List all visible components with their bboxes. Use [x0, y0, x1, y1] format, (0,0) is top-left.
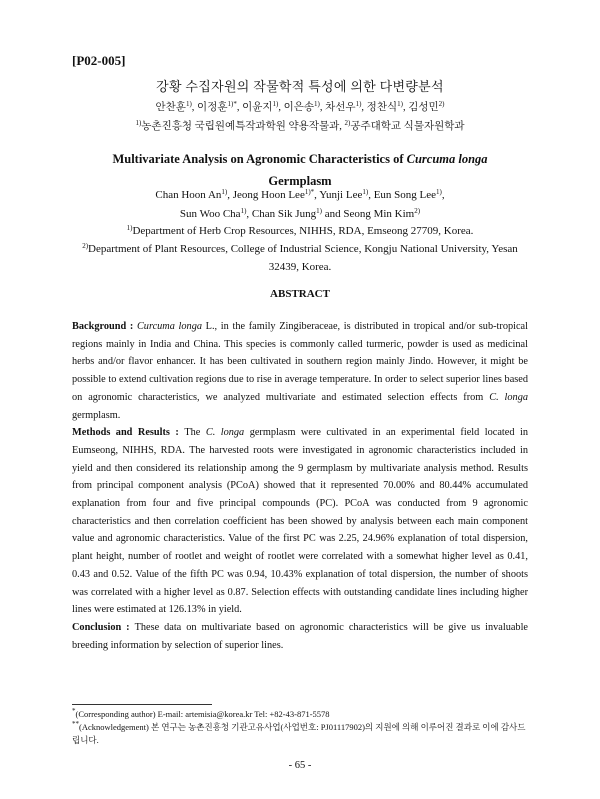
title-tail: Germplasm — [268, 174, 332, 188]
species-name: C. longa — [489, 391, 528, 403]
footnote-mark: ** — [72, 720, 79, 728]
title-main: Multivariate Analysis on Agronomic Characteristics of — [112, 152, 407, 166]
affil-mark: 2) — [438, 100, 445, 108]
affiliation: Department of Plant Resources, College of Industrial Science, Kongju National University, Yesan 32439, Korea. — [88, 243, 518, 273]
affiliation: 공주대학교 식물자원학과 — [350, 121, 465, 132]
affil-mark: 1) — [316, 207, 322, 215]
affil-mark: 2) — [414, 207, 421, 215]
footnote-corresponding — [72, 708, 528, 721]
affil-mark: 1) — [397, 100, 403, 108]
footnote-mark: * — [72, 707, 76, 715]
author: 이정훈 — [197, 102, 228, 113]
affil-mark: 1) — [362, 188, 369, 196]
background-paragraph — [72, 318, 528, 424]
affil-mark: 1)* — [304, 188, 315, 196]
footnote-text: (Acknowledgement) 본 연구는 농촌진흥청 기관고유사업(사업번호: PJ01117902)의 지원에 의해 이루어진 결과로 이에 감사드립니다. — [72, 722, 526, 745]
methods-text: germplasm were cultivated in an experimental field located in Eumseong, NIHHS, RDA. The harvested roots were investigated in agronomic characteristics included in yield and then considered its relationship among the 9 germplasm by multivariate analysis method. Results from principal component analysis (PCoA) showed that it represented 70.00% and 80.44% accumulated explanation from four and five principal compounds (PC). PCoA was conducted from 9 agronomic characteristics and then correlation coefficient has been showed by analysis between each main component value and agronomic characteristics. Value of the first PC was 2.25, 24.96% explanation of total dispersion, plant height, number of rootlet and weight of rootlet were correlated with a somewhat higher level as 0.41, 0.43 and 0.52. Value of the fifth PC was 0.94, 10.43% explanation of total dispersion, the number of shoots was correlated with a higher level as 0.87. Selection effects with outstanding candidate lines including higher lines were estimated at 126.13% in yield. — [72, 427, 528, 616]
author: 차선우 — [325, 102, 356, 113]
author: 이윤지 — [242, 102, 273, 113]
background-label: Background : — [72, 321, 137, 332]
species-name: C. longa — [205, 427, 245, 439]
methods-text: The — [184, 427, 206, 439]
affil-mark: 1)* — [227, 100, 237, 108]
footnote-text: (Corresponding author) E-mail: artemisia@korea.kr Tel: +82-43-871-5578 — [75, 709, 330, 719]
author: Jeong Hoon Lee — [232, 189, 305, 201]
methods-label: Methods and Results : — [72, 427, 185, 439]
affil-mark: 1) — [221, 188, 228, 196]
english-authors: Chan Hoon An$^{1)}$, Jeong Hoon Lee$^{1)*}$, Yunji Lee$^{1)}$, Eun Song Lee$^{1)}$, Sun Woo Cha$^{1)}$, Chan Sik Jung$^{1)}$ and Seong Min Kim$^{2)}$ — [155, 188, 445, 220]
affil-mark: 2) — [344, 119, 351, 127]
author: Chan Hoon An — [155, 189, 222, 201]
korean-title: 강황 수집자원의 작물학적 특성에 의한 다변량분석 — [156, 79, 444, 94]
affil-mark: 1) — [135, 119, 142, 127]
abstract-heading: ABSTRACT — [270, 288, 330, 300]
english-affiliations — [70, 222, 530, 276]
conclusion-text: These data on multivariate based on agronomic characteristics will be give us invaluable breeding information by selection of superior lines. — [72, 621, 528, 651]
affil-mark: 2) — [82, 242, 89, 250]
author: Sun Woo Cha — [179, 208, 241, 220]
author: Eun Song Lee — [373, 189, 437, 201]
species-name: Curcuma longa — [136, 321, 203, 332]
author: Seong Min Kim — [343, 208, 415, 220]
affil-mark: 1) — [314, 100, 320, 108]
affil-mark: 1) — [272, 100, 279, 108]
background-text: germplasm. — [72, 409, 121, 421]
korean-authors: 안찬훈$^{1)}$, 이정훈$^{1)*}$, 이윤지$^{1)}$, 이은송$^{1)}$, 차선우$^{1)}$, 정찬식$^{1)}$, 김성민$^{2)}$ — [155, 100, 445, 113]
affiliation: 농촌진흥청 국립원예특작과학원 약용작물과, — [141, 121, 345, 132]
background-text: L., in the family Zingiberaceae, is distributed in tropical and/or sub-tropical regions mainly in India and China. This species is commonly called turmeric, powder is used as medicinal herbs and/or flavor enhancer. It has been cultivated in southern region mainly Jindo. However, it might be possible to extend cultivation regions due to rise in average temperature. In order to select superior lines based on agronomic characteristics, we analyzed multivariate and estimated selection effects from — [72, 321, 528, 403]
abstract-code: [P02-005] — [72, 53, 126, 68]
page-number: - 65 - — [288, 760, 312, 771]
author: Yunji Lee — [319, 189, 363, 201]
affil-mark: 1) — [126, 224, 133, 232]
footnote-acknowledgement — [72, 721, 528, 747]
affiliation: Department of Herb Crop Resources, NIHHS, RDA, Emseong 27709, Korea. — [132, 225, 474, 237]
author: 이은송 — [283, 102, 315, 113]
conclusion-label: Conclusion : — [72, 621, 135, 633]
footnote-divider — [72, 704, 212, 705]
abstract-body — [72, 318, 528, 654]
footnotes — [72, 708, 528, 747]
title-species: Curcuma longa — [406, 152, 488, 166]
methods-paragraph — [72, 424, 528, 619]
conclusion-paragraph — [72, 619, 528, 654]
author: Chan Sik Jung — [251, 208, 317, 220]
korean-affiliations — [0, 118, 600, 133]
affil-mark: 1) — [355, 100, 362, 108]
author: 김성민 — [408, 102, 439, 113]
affil-mark: 1) — [240, 207, 247, 215]
author: 정찬식 — [366, 102, 398, 113]
affil-mark: 1) — [185, 100, 192, 108]
author: 안찬훈 — [155, 102, 186, 113]
affil-mark: 1) — [436, 188, 442, 196]
